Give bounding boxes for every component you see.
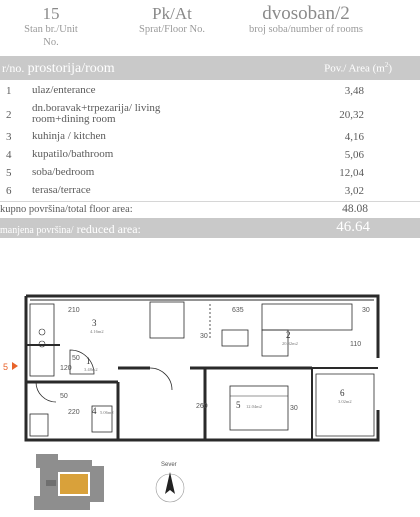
- total-area-label: kupno površina/total floor area:: [0, 204, 133, 215]
- svg-text:3.48m2: 3.48m2: [84, 367, 98, 372]
- sofa: [262, 304, 352, 330]
- room-2-label: 2: [286, 330, 291, 340]
- unit-number-block: [16, 4, 86, 49]
- total-area-value: 48.08: [342, 203, 368, 215]
- rooms-value: dvosoban/2: [262, 3, 350, 24]
- svg-text:3.02m2: 3.02m2: [338, 399, 352, 404]
- reduced-area-label: manjena površina/ reduced area:: [0, 222, 141, 236]
- shower: [30, 414, 48, 436]
- entrance-marker-icon: [12, 362, 18, 370]
- north-compass-icon: [156, 462, 184, 502]
- rooms-label: broj soba/number of rooms: [248, 24, 364, 35]
- table-row: 4 kupatilo/bathroom 5,06: [6, 148, 364, 161]
- unit-number-label: Stan br./Unit No.: [24, 24, 78, 48]
- terrace-railing: [316, 374, 374, 436]
- table-header: [0, 56, 420, 80]
- room-6-label: 6: [340, 388, 345, 398]
- floor-label: Sprat/Floor No.: [139, 24, 205, 35]
- svg-text:50: 50: [60, 393, 68, 400]
- floor-block: [122, 4, 222, 36]
- floor-value: Pk/At: [152, 4, 192, 23]
- room-5-label: 5: [236, 400, 241, 410]
- col-no-room: [2, 60, 115, 77]
- entrance-marker-label: 5: [3, 362, 9, 372]
- rooms-block: [226, 4, 386, 36]
- col-room: prostorija/room: [27, 61, 115, 76]
- bedroom-door: [150, 368, 172, 390]
- svg-text:220: 220: [68, 409, 80, 416]
- svg-text:30: 30: [290, 405, 298, 412]
- reduced-area-row: [0, 218, 420, 238]
- svg-text:12.04m2: 12.04m2: [246, 404, 262, 409]
- reduced-area-value: 46.64: [336, 219, 370, 235]
- north-label: Sever: [161, 462, 177, 468]
- site-key-plan: [30, 450, 210, 514]
- kitchen-counter: [30, 304, 54, 376]
- table-row: 2 dn.boravak+trpezarija/ living room+dining room 20,32: [6, 102, 364, 125]
- outer-wall-top: [26, 296, 378, 358]
- svg-text:50: 50: [72, 355, 80, 362]
- table-row: 5 soba/bedroom 12,04: [6, 166, 364, 179]
- unit-number: 15: [42, 4, 60, 23]
- total-area-row: [0, 201, 420, 218]
- dining-table: [222, 330, 248, 346]
- svg-text:260: 260: [196, 403, 208, 410]
- room-4-label: 4: [92, 406, 97, 416]
- highlighted-unit: [60, 474, 88, 494]
- table-row: 3 kuhinja / kitchen 4,16: [6, 130, 364, 143]
- bath-door: [36, 382, 56, 402]
- floor-plan: [0, 290, 420, 450]
- terrace-wall: [312, 368, 378, 440]
- svg-text:5.06m2: 5.06m2: [100, 410, 114, 415]
- svg-text:4.16m2: 4.16m2: [90, 329, 104, 334]
- svg-text:30: 30: [200, 333, 208, 340]
- table-row: 6 terasa/terrace 3,02: [6, 184, 364, 197]
- svg-text:210: 210: [68, 307, 80, 314]
- svg-text:635: 635: [232, 307, 244, 314]
- room-1-label: 1: [86, 356, 91, 366]
- svg-text:110: 110: [350, 341, 362, 348]
- table-row: 1 ulaz/enterance 3,48: [6, 84, 364, 97]
- col-area: Pov./ Area $(m^2)$: [324, 61, 392, 75]
- svg-text:20.32m2: 20.32m2: [282, 341, 298, 346]
- room-table: [0, 82, 420, 200]
- room-3-label: 3: [92, 318, 97, 328]
- wardrobe: [150, 302, 184, 338]
- svg-text:30: 30: [362, 307, 370, 314]
- svg-text:120: 120: [60, 365, 72, 372]
- col-no: r/no.: [2, 61, 25, 75]
- unit-header: [0, 0, 420, 50]
